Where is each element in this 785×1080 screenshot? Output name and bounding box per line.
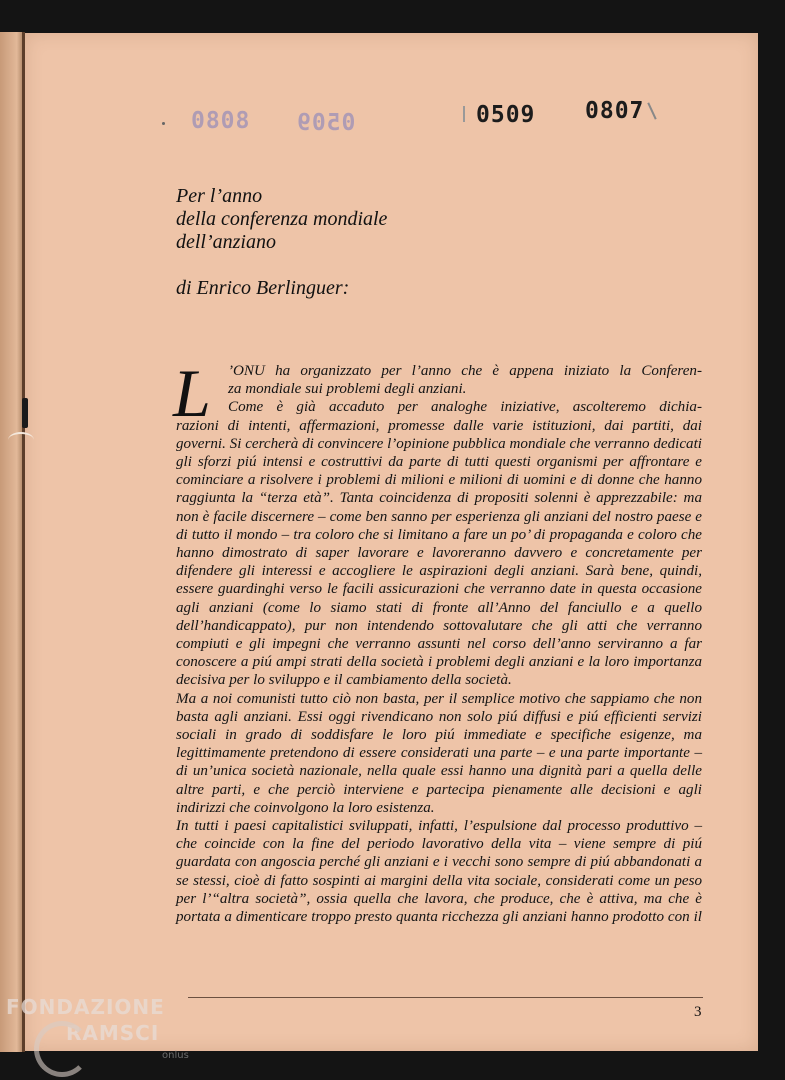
watermark-g-logo-icon (34, 1021, 90, 1077)
paragraph-1-line-2: za mondiale sui problemi degli anziani. (228, 381, 467, 398)
faded-stamp-right: 0509 (296, 110, 356, 136)
footer-rule (188, 997, 703, 998)
page-number: 3 (694, 1004, 702, 1020)
archive-number-right: 0807 (585, 98, 645, 124)
faded-stamp-left: 8080 (190, 108, 250, 134)
title-line-1: Per l’anno (176, 185, 263, 207)
paragraph-1-line-1: ’ONU ha organizzato per l’anno che è appena iniziato la Conferen- (228, 363, 702, 379)
author-line: di Enrico Berlinguer: (176, 277, 350, 299)
title-line-3: dell’anziano (176, 231, 276, 253)
paragraph-2: razioni di intenti, affermazioni, promesse dalle varie istituzioni, dai partiti, dai governi. Si cercherà di convincere l’opinione pubblica mondiale che verranno dedicati gli sforzi piú intensi e costruttivi da parte di tutti questi organismi per affrontare e cominciare a risolvere i problemi di milioni e milioni di uomini e di donne che hanno raggiunta la “terza età”. Tanta coincidenza di propositi solenni è apprezzabile: ma non è facile discernere – come ben sanno per esperienza gli anziani del nostro paese e di tutto il mondo – tra coloro che si limitano a fare un po’ di propaganda e coloro che hanno dimostrato di saper lavorare e lavoreranno davvero e concretamente per difendere gli interessi e accogliere le aspirazioni degli anziani. Sarà bene, quindi, essere guardinghi verso le facili assicurazioni che verranno date in questa occasione agli anziani (come lo siamo stati di fronte all’Anno del fanciullo e a quello dell’handicappato), pur non intendendo sottovalutare che gli atti che verranno compiuti e gli impegni che verranno assunti nel corso dell’anno serviranno a far conoscere a piú ampi strati della società i problemi degli anziani e la loro importanza decisiva per lo sviluppo e il cambiamento della società. (176, 417, 702, 689)
paragraph-2-first-line: Come è già accaduto per analoghe iniziative, ascolteremo dichia- (228, 399, 702, 416)
watermark-onlus: onlus (162, 1050, 189, 1061)
binding-strip (0, 32, 24, 1052)
binding-thread (8, 432, 34, 448)
stamp-dot (162, 122, 165, 125)
paragraph-4: In tutti i paesi capitalistici sviluppati, infatti, l’espulsione dal processo produttivo – che coincide con la fine del periodo lavorativo della vita – viene sempre di piú guardata con angoscia perché gli anziani e i vecchi sono sempre di piú abbandonati a se stessi, cioè di fatto sospinti ai margini della vita sociale, considerati come un peso per l’“altra società”, ossia quella che lavora, che produce, che è attiva, ma che è portata a dimenticare troppo presto quanta ricchezza gli anziani hanno prodotto con il (176, 818, 702, 926)
paragraph-3: Ma a noi comunisti tutto ciò non basta, per il semplice motivo che sappiamo che non basta agli anziani. Essi oggi rivendicano non solo piú diffusi e piú efficienti servizi sociali in grado di soddisfare le loro piú immediate e specifiche esigenze, ma legittimamente pretendono di essere considerati una parte – e una parte importante – di un’unica società nazionale, nella quale essi hanno una dignità pari a quella delle altre parti, e che perciò interviene e partecipa pienamente alle decisioni e agli indirizzi che coinvolgono la loro esistenza. (176, 690, 702, 816)
fondazione-gramsci-watermark (6, 995, 189, 1061)
archive-number-left: 0509 (476, 102, 536, 128)
watermark-line-2: RAMSCI (66, 1021, 160, 1045)
staple (22, 398, 28, 428)
stamp-tick (463, 106, 465, 122)
drop-cap: L (173, 355, 211, 431)
article-body (173, 355, 702, 926)
article-title (176, 185, 387, 254)
title-line-2: della conferenza mondiale (176, 208, 388, 230)
watermark-line-1: FONDAZIONE (6, 995, 165, 1019)
